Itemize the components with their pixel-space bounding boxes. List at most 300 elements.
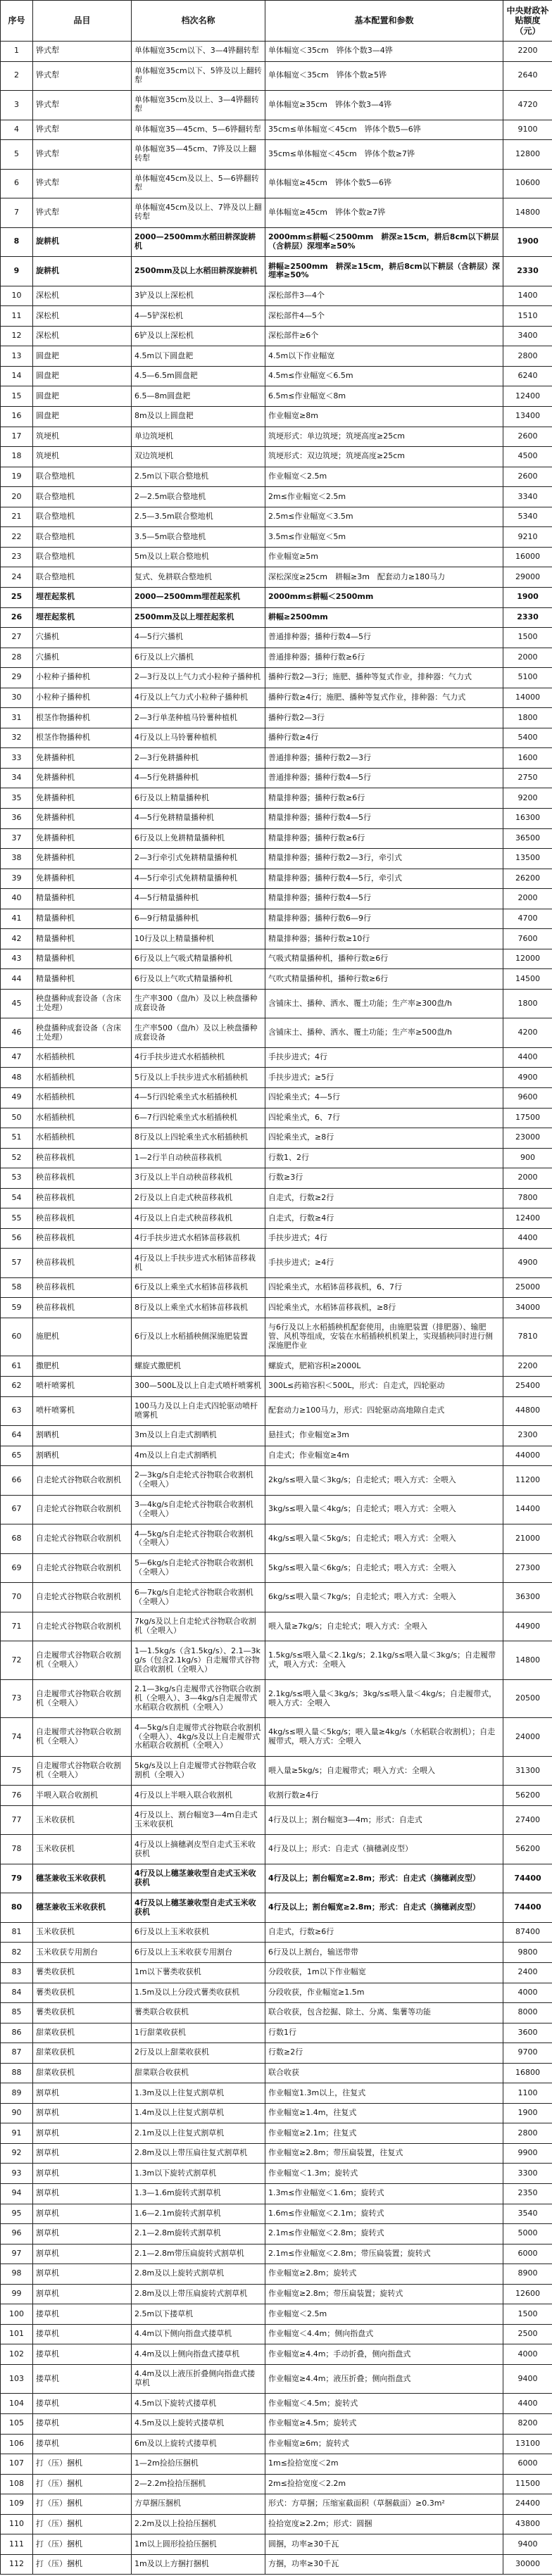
cell-tier: 4—5行牵引式免耕精量播种机 — [132, 869, 265, 889]
cell-tier: 8m及以上圆盘耙 — [132, 407, 265, 427]
table-body — [1, 42, 552, 2575]
cell-name: 秧盘播种成套设备（含床土处理） — [33, 1018, 132, 1048]
cell-seq: 19 — [1, 467, 33, 487]
cell-seq: 57 — [1, 1249, 33, 1278]
cell-seq: 50 — [1, 1108, 33, 1128]
cell-seq: 49 — [1, 1088, 33, 1109]
cell-tier: 2—3行单垄种植马铃薯种植机 — [132, 708, 265, 728]
cell-subsidy: 9400 — [503, 2364, 552, 2394]
cell-seq: 110 — [1, 2514, 33, 2534]
cell-spec: 螺旋式，肥箱容积≥2000L — [265, 1356, 503, 1377]
cell-seq: 39 — [1, 869, 33, 889]
cell-name: 施肥机 — [33, 1318, 132, 1356]
table-row — [1, 2534, 552, 2555]
cell-tier: 2.5m以下搂草机 — [132, 2304, 265, 2325]
cell-tier: 4行及以上马铃薯种植机 — [132, 728, 265, 748]
cell-subsidy: 1600 — [503, 748, 552, 769]
cell-spec: 3.5m≤作业幅宽＜5m — [265, 527, 503, 548]
cell-subsidy: 2800 — [503, 346, 552, 367]
cell-tier: 复式、免耕联合整地机 — [132, 567, 265, 588]
table-row — [1, 1148, 552, 1168]
cell-subsidy: 56200 — [503, 1835, 552, 1864]
cell-spec: 4kg/s≤喂入量＜5kg/s；喂入量≥4kg/s（水稻联合收割机）；自走履带式，喂入方式：全喂入 — [265, 1718, 503, 1756]
cell-seq: 13 — [1, 346, 33, 367]
cell-subsidy: 2750 — [503, 768, 552, 788]
cell-name: 旋耕机 — [33, 257, 132, 286]
cell-seq: 109 — [1, 2494, 33, 2515]
cell-subsidy: 2330 — [503, 607, 552, 628]
cell-subsidy: 5340 — [503, 507, 552, 527]
table-row — [1, 1466, 552, 1496]
cell-tier: 3铲及以上深松机 — [132, 286, 265, 306]
cell-spec: 作业幅宽＜4.4m；侧向指盘式 — [265, 2324, 503, 2344]
cell-spec: 2000mm≤耕幅＜2500mm — [265, 587, 503, 607]
cell-subsidy: 34000 — [503, 1298, 552, 1318]
cell-name: 薯类收获机 — [33, 2003, 132, 2023]
table-row — [1, 1553, 552, 1583]
header-row — [1, 1, 552, 42]
cell-seq: 112 — [1, 2554, 33, 2575]
cell-name: 筑埂机 — [33, 427, 132, 447]
cell-name: 小粒种子播种机 — [33, 668, 132, 688]
cell-name: 根茎作物播种机 — [33, 708, 132, 728]
table-row — [1, 989, 552, 1018]
table-row — [1, 567, 552, 588]
cell-subsidy: 4000 — [503, 1983, 552, 2003]
cell-subsidy: 74400 — [503, 1864, 552, 1893]
cell-name: 自走轮式谷物联合收割机 — [33, 1583, 132, 1612]
cell-spec: 2kg/s≤喂入量＜3kg/s；自走轮式；喂入方式：全喂入 — [265, 1466, 503, 1496]
cell-subsidy: 4700 — [503, 909, 552, 929]
cell-seq: 3 — [1, 91, 33, 120]
cell-seq: 6 — [1, 169, 33, 198]
cell-name: 埋茬起浆机 — [33, 607, 132, 628]
cell-name: 自走轮式谷物联合收割机 — [33, 1466, 132, 1496]
cell-seq: 48 — [1, 1068, 33, 1088]
cell-subsidy: 4400 — [503, 1047, 552, 1068]
cell-spec: 单体幅宽＜35cm 铧体个数≥5铧 — [265, 61, 503, 91]
cell-subsidy: 74400 — [503, 1893, 552, 1923]
cell-tier: 2000—2500mm埋茬起浆机 — [132, 587, 265, 607]
cell-spec: 气吸式精量播种机，播种行数≥6行 — [265, 949, 503, 969]
cell-tier: 5kg/s及以上自走履带式谷物联合收割机（全喂入） — [132, 1756, 265, 1786]
cell-subsidy: 11500 — [503, 2474, 552, 2494]
cell-subsidy: 14800 — [503, 1641, 552, 1679]
cell-tier: 6—7kg/s自走轮式谷物联合收割机（全喂入） — [132, 1583, 265, 1612]
table-row — [1, 1396, 552, 1426]
cell-tier: 2—2.5m联合整地机 — [132, 487, 265, 507]
cell-subsidy: 7810 — [503, 1318, 552, 1356]
table-row — [1, 1446, 552, 1466]
table-row — [1, 768, 552, 788]
cell-spec: 自走式；作业幅宽≥4m — [265, 1446, 503, 1466]
cell-name: 搂草机 — [33, 2364, 132, 2394]
cell-seq: 43 — [1, 949, 33, 969]
cell-subsidy: 20500 — [503, 1679, 552, 1717]
cell-spec: 四轮乘坐式，6、7行 — [265, 1108, 503, 1128]
cell-seq: 9 — [1, 257, 33, 286]
cell-name: 割草机 — [33, 2244, 132, 2264]
cell-tier: 1—2行半自动秧苗移栽机 — [132, 1148, 265, 1168]
cell-subsidy: 12600 — [503, 2284, 552, 2304]
table-row — [1, 2103, 552, 2123]
cell-name: 割草机 — [33, 2164, 132, 2184]
cell-name: 圆盘耙 — [33, 346, 132, 367]
cell-name: 免耕播种机 — [33, 788, 132, 809]
cell-tier: 甜菜联合收获机 — [132, 2063, 265, 2083]
cell-subsidy: 9600 — [503, 1088, 552, 1109]
cell-subsidy: 1500 — [503, 2304, 552, 2325]
table-row — [1, 1922, 552, 1943]
cell-spec: 精量排种器；播种行数4—5行 — [265, 889, 503, 909]
cell-seq: 98 — [1, 2264, 33, 2285]
header-seq: 序号 — [1, 1, 33, 42]
cell-tier: 单体幅宽35cm以下、3—4铧翻转犁 — [132, 42, 265, 62]
cell-subsidy: 3540 — [503, 2204, 552, 2224]
cell-seq: 11 — [1, 306, 33, 327]
cell-spec: 深松部件≥6个 — [265, 326, 503, 346]
cell-tier: 2.8m及以上带压扁旋转式割草机 — [132, 2284, 265, 2304]
cell-seq: 32 — [1, 728, 33, 748]
cell-tier: 4.4m及以上液压折叠侧向指盘式搂草机 — [132, 2364, 265, 2394]
cell-spec: 四轮乘坐式，≥8行 — [265, 1128, 503, 1149]
cell-seq: 90 — [1, 2103, 33, 2123]
cell-spec: 深松深度≥25cm 耕幅≥3m 配套动力≥180马力 — [265, 567, 503, 588]
cell-seq: 88 — [1, 2063, 33, 2083]
cell-tier: 1.3m以下旋转式割草机 — [132, 2164, 265, 2184]
table-row — [1, 547, 552, 567]
cell-spec: 作业幅宽＜1.3m；旋转式 — [265, 2164, 503, 2184]
cell-tier: 单体幅宽45cm及以上、7铧及以上翻转犁 — [132, 198, 265, 228]
cell-seq: 64 — [1, 1426, 33, 1446]
cell-subsidy: 9210 — [503, 527, 552, 548]
cell-subsidy: 2800 — [503, 2123, 552, 2144]
cell-subsidy: 1400 — [503, 286, 552, 306]
table-row — [1, 1524, 552, 1554]
table-row — [1, 227, 552, 257]
table-row — [1, 2324, 552, 2344]
cell-seq: 69 — [1, 1553, 33, 1583]
cell-name: 打（压）捆机 — [33, 2514, 132, 2534]
table-row — [1, 587, 552, 607]
cell-seq: 84 — [1, 1983, 33, 2003]
cell-tier: 1.5m及以上分段式薯类收获机 — [132, 1983, 265, 2003]
cell-spec: 手扶步进式；4行 — [265, 1228, 503, 1249]
cell-name: 铧式犁 — [33, 198, 132, 228]
cell-subsidy: 4900 — [503, 1068, 552, 1088]
cell-spec: 圆捆，功率≥30千瓦 — [265, 2534, 503, 2555]
cell-tier: 2—3行免耕播种机 — [132, 748, 265, 769]
cell-subsidy: 2400 — [503, 1962, 552, 1983]
cell-spec: 4行及以上；形式：自走式（摘穗剥皮型） — [265, 1835, 503, 1864]
cell-seq: 22 — [1, 527, 33, 548]
table-row — [1, 447, 552, 467]
cell-subsidy: 9100 — [503, 120, 552, 140]
cell-spec: 单体幅宽＜35cm 铧体个数3—4铧 — [265, 42, 503, 62]
cell-seq: 53 — [1, 1168, 33, 1189]
cell-seq: 41 — [1, 909, 33, 929]
cell-spec: 手扶步进式；4行 — [265, 1047, 503, 1068]
cell-spec: 普通排种器；播种行数4—5行 — [265, 628, 503, 648]
cell-subsidy: 8900 — [503, 2264, 552, 2285]
cell-seq: 66 — [1, 1466, 33, 1496]
table-row — [1, 2083, 552, 2104]
cell-spec: 联合收获 — [265, 2063, 503, 2083]
table-row — [1, 808, 552, 828]
cell-spec: 作业幅宽≥2.8m；旋转式 — [265, 2264, 503, 2285]
table-row — [1, 828, 552, 849]
cell-spec: 2m≤捡拾宽度＜2.2m — [265, 2474, 503, 2494]
cell-subsidy: 5100 — [503, 668, 552, 688]
table-row — [1, 1356, 552, 1377]
cell-name: 联合整地机 — [33, 467, 132, 487]
cell-tier: 4行及以上穗茎兼收型自走式玉米收获机 — [132, 1864, 265, 1893]
cell-seq: 37 — [1, 828, 33, 849]
cell-name: 精量播种机 — [33, 969, 132, 990]
header-subsidy: 中央财政补贴额度（元） — [503, 1, 552, 42]
table-row — [1, 1756, 552, 1786]
cell-subsidy: 4400 — [503, 2394, 552, 2414]
cell-subsidy: 14400 — [503, 1495, 552, 1524]
cell-name: 穴播机 — [33, 648, 132, 668]
table-row — [1, 386, 552, 407]
cell-tier: 4行及以上自走式秧苗移栽机 — [132, 1208, 265, 1229]
cell-subsidy: 1900 — [503, 587, 552, 607]
cell-name: 打（压）捆机 — [33, 2494, 132, 2515]
table-row — [1, 61, 552, 91]
cell-subsidy: 10600 — [503, 169, 552, 198]
cell-seq: 65 — [1, 1446, 33, 1466]
cell-subsidy: 2600 — [503, 427, 552, 447]
table-row — [1, 688, 552, 708]
cell-name: 甜菜收获机 — [33, 2063, 132, 2083]
cell-tier: 1.4m及以上往复式割草机 — [132, 2103, 265, 2123]
cell-seq: 45 — [1, 989, 33, 1018]
cell-tier: 单体幅宽35—45cm、5—6铧翻转犁 — [132, 120, 265, 140]
cell-spec: 精量排种器；播种行数≥6行 — [265, 828, 503, 849]
cell-subsidy: 14500 — [503, 969, 552, 990]
cell-name: 搂草机 — [33, 2434, 132, 2454]
table-row — [1, 487, 552, 507]
table-row — [1, 507, 552, 527]
cell-subsidy: 3600 — [503, 2023, 552, 2043]
table-row — [1, 728, 552, 748]
cell-subsidy: 3340 — [503, 487, 552, 507]
cell-tier: 4行手扶步进式水稻插秧机 — [132, 1047, 265, 1068]
cell-seq: 56 — [1, 1228, 33, 1249]
cell-seq: 105 — [1, 2413, 33, 2434]
cell-tier: 4—5铲深松机 — [132, 306, 265, 327]
cell-seq: 75 — [1, 1756, 33, 1786]
cell-seq: 72 — [1, 1641, 33, 1679]
cell-seq: 79 — [1, 1864, 33, 1893]
cell-subsidy: 44900 — [503, 1612, 552, 1641]
cell-spec: 作业幅宽≥2.1m；往复式 — [265, 2123, 503, 2144]
cell-spec: 自走式，行数≥4行 — [265, 1208, 503, 1229]
cell-subsidy: 1800 — [503, 708, 552, 728]
table-row — [1, 1188, 552, 1208]
cell-spec: 喂入量≥7kg/s；自走轮式；喂入方式：全喂入 — [265, 1612, 503, 1641]
table-row — [1, 607, 552, 628]
cell-subsidy: 8000 — [503, 2003, 552, 2023]
cell-tier: 2—3行牵引式免耕精量播种机 — [132, 849, 265, 869]
cell-name: 精量播种机 — [33, 889, 132, 909]
cell-spec: 手扶步进式；≥5行 — [265, 1068, 503, 1088]
table-row — [1, 2264, 552, 2285]
cell-name: 铧式犁 — [33, 91, 132, 120]
table-row — [1, 120, 552, 140]
cell-name: 玉米收获机 — [33, 1835, 132, 1864]
table-row — [1, 346, 552, 367]
cell-tier: 2000—2500mm水稻田耕深旋耕机 — [132, 227, 265, 257]
cell-subsidy: 5400 — [503, 728, 552, 748]
cell-name: 甜菜收获机 — [33, 2023, 132, 2043]
table-row — [1, 1943, 552, 1963]
cell-spec: 作业幅宽≥8m — [265, 407, 503, 427]
cell-seq: 23 — [1, 547, 33, 567]
cell-seq: 21 — [1, 507, 33, 527]
cell-seq: 10 — [1, 286, 33, 306]
cell-subsidy: 5000 — [503, 2224, 552, 2244]
cell-tier: 1行甜菜收获机 — [132, 2023, 265, 2043]
cell-subsidy: 1100 — [503, 2083, 552, 2104]
cell-tier: 2.1m及以上往复式割草机 — [132, 2123, 265, 2144]
cell-seq: 59 — [1, 1298, 33, 1318]
cell-seq: 15 — [1, 386, 33, 407]
cell-seq: 67 — [1, 1495, 33, 1524]
cell-spec: 气吹式精量播种机，播种行数≥6行 — [265, 969, 503, 990]
cell-seq: 51 — [1, 1128, 33, 1149]
cell-subsidy: 29000 — [503, 567, 552, 588]
cell-subsidy: 24000 — [503, 1718, 552, 1756]
cell-name: 水稻插秧机 — [33, 1088, 132, 1109]
cell-tier: 8行及以上四轮乘坐式水稻插秧机 — [132, 1128, 265, 1149]
cell-tier: 6m及以上旋转式搂草机 — [132, 2434, 265, 2454]
cell-spec: 4.5m以下作业幅宽 — [265, 346, 503, 367]
cell-name: 喷杆喷雾机 — [33, 1396, 132, 1426]
cell-seq: 38 — [1, 849, 33, 869]
cell-tier: 7kg/s及以上自走轮式谷物联合收割机（全喂入） — [132, 1612, 265, 1641]
cell-name: 秧苗移栽机 — [33, 1298, 132, 1318]
cell-tier: 100马力及以上自走式四轮驱动喷杆喷雾机 — [132, 1396, 265, 1426]
table-row — [1, 527, 552, 548]
cell-tier: 4行及以上半喂入联合收割机 — [132, 1786, 265, 1806]
cell-subsidy: 13400 — [503, 407, 552, 427]
cell-tier: 2.1—2.8m旋转式割草机 — [132, 2224, 265, 2244]
cell-seq: 100 — [1, 2304, 33, 2325]
cell-name: 联合整地机 — [33, 507, 132, 527]
cell-subsidy: 56200 — [503, 1786, 552, 1806]
cell-tier: 4—5行精量播种机 — [132, 889, 265, 909]
table-row — [1, 286, 552, 306]
table-row — [1, 306, 552, 327]
cell-subsidy: 6000 — [503, 2244, 552, 2264]
cell-tier: 2500mm及以上水稻田耕深旋耕机 — [132, 257, 265, 286]
cell-spec: 1m≤捡拾宽度＜2m — [265, 2454, 503, 2475]
cell-tier: 2.2m及以上捡拾压捆机 — [132, 2514, 265, 2534]
cell-spec: 普通排种器；播种行数≥6行 — [265, 648, 503, 668]
cell-seq: 55 — [1, 1208, 33, 1229]
cell-spec: 深松部件3—4个 — [265, 286, 503, 306]
cell-name: 打（压）捆机 — [33, 2554, 132, 2575]
cell-spec: 1.6m≤作业幅宽＜2.1m；旋转式 — [265, 2204, 503, 2224]
cell-tier: 2.1—3kg/s自走履带式谷物联合收割机（全喂入）、3—4kg/s自走履带式水稻联合收割机（全喂入） — [132, 1679, 265, 1717]
cell-tier: 6行及以上玉米收获机 — [132, 1922, 265, 1943]
cell-name: 水稻插秧机 — [33, 1108, 132, 1128]
cell-name: 水稻插秧机 — [33, 1128, 132, 1149]
cell-name: 搂草机 — [33, 2324, 132, 2344]
cell-spec: 2.1m≤作业幅宽＜2.8m；带压扁装置；旋转式 — [265, 2244, 503, 2264]
cell-tier: 4—5行四轮乘坐式水稻插秧机 — [132, 1088, 265, 1109]
cell-subsidy: 6000 — [503, 2454, 552, 2475]
cell-spec: 行数1、2行 — [265, 1148, 503, 1168]
cell-name: 秧苗移栽机 — [33, 1277, 132, 1298]
cell-name: 搂草机 — [33, 2304, 132, 2325]
cell-tier: 2.8m及以上带压扁往复式割草机 — [132, 2143, 265, 2164]
cell-seq: 94 — [1, 2183, 33, 2204]
table-row — [1, 1277, 552, 1298]
cell-name: 割草机 — [33, 2123, 132, 2144]
cell-spec: 35cm≤单体幅宽＜45cm 铧体个数5—6铧 — [265, 120, 503, 140]
cell-subsidy: 2500 — [503, 2324, 552, 2344]
table-row — [1, 169, 552, 198]
header-tier: 档次名称 — [132, 1, 265, 42]
cell-name: 旋耕机 — [33, 227, 132, 257]
cell-seq: 106 — [1, 2434, 33, 2454]
cell-tier: 6—7行四轮乘坐式水稻插秧机 — [132, 1108, 265, 1128]
cell-spec: 4行及以上；割台幅宽≥2.8m；形式：自走式（摘穗剥皮型） — [265, 1893, 503, 1923]
table-row — [1, 1018, 552, 1048]
table-row — [1, 1377, 552, 1397]
cell-name: 自走履带式谷物联合收割机（全喂入） — [33, 1641, 132, 1679]
cell-name: 割草机 — [33, 2143, 132, 2164]
cell-spec: 2.1kg/s≤喂入量＜3kg/s；3kg/s≤喂入量＜4kg/s；自走履带式，喂入方式：全喂入 — [265, 1679, 503, 1717]
cell-spec: 2.5m≤作业幅宽＜3.5m — [265, 507, 503, 527]
cell-subsidy: 36500 — [503, 828, 552, 849]
cell-tier: 1—2m捡拾压捆机 — [132, 2454, 265, 2475]
cell-seq: 78 — [1, 1835, 33, 1864]
table-row — [1, 1641, 552, 1679]
cell-spec: 联合收获，包含挖掘、除土、分离、集薯等功能 — [265, 2003, 503, 2023]
cell-spec: 作业幅宽≥1.4m，往复式 — [265, 2103, 503, 2123]
cell-spec: 播种行数2—3行 — [265, 708, 503, 728]
cell-subsidy: 25400 — [503, 1377, 552, 1397]
cell-name: 免耕播种机 — [33, 849, 132, 869]
table-row — [1, 1249, 552, 1278]
table-row — [1, 2003, 552, 2023]
cell-seq: 14 — [1, 366, 33, 386]
cell-subsidy: 13100 — [503, 2434, 552, 2454]
cell-seq: 35 — [1, 788, 33, 809]
cell-tier: 4.5m以下圆盘耙 — [132, 346, 265, 367]
cell-seq: 30 — [1, 688, 33, 708]
cell-subsidy: 12800 — [503, 140, 552, 170]
cell-tier: 1.3—1.6m旋转式割草机 — [132, 2183, 265, 2204]
cell-tier: 4.4m以下侧向指盘式搂草机 — [132, 2324, 265, 2344]
cell-tier: 2—3行及以上气力式小粒种子播种机 — [132, 668, 265, 688]
cell-subsidy: 16300 — [503, 808, 552, 828]
cell-tier: 6行及以上乘坐式水稻钵苗移栽机 — [132, 1277, 265, 1298]
table-row — [1, 1835, 552, 1864]
cell-tier: 2—2.2m捡拾压捆机 — [132, 2474, 265, 2494]
cell-tier: 4行及以上穗茎兼收型自走式玉米收获机 — [132, 1893, 265, 1923]
table-row — [1, 909, 552, 929]
cell-subsidy: 21000 — [503, 1524, 552, 1554]
cell-tier: 1m及以上方捆打捆机 — [132, 2554, 265, 2575]
cell-spec: 四轮乘坐式；4—5行 — [265, 1088, 503, 1109]
cell-seq: 107 — [1, 2454, 33, 2475]
cell-subsidy: 2350 — [503, 2183, 552, 2204]
